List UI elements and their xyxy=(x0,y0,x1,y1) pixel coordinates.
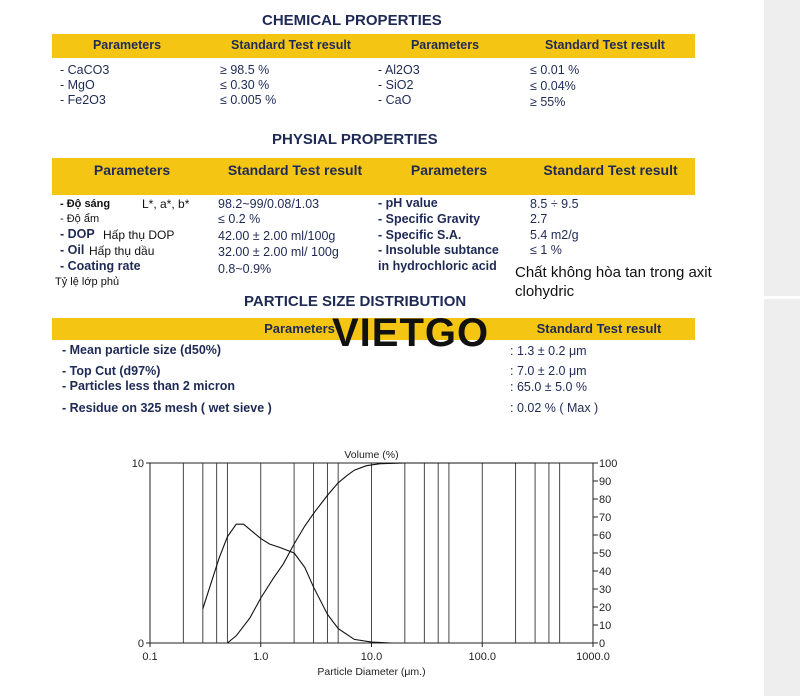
coating-label: - Coating rate xyxy=(60,259,141,273)
chemical-header-param-2: Parameters xyxy=(410,38,480,52)
x-axis-tick-label: 1000.0 xyxy=(576,651,610,663)
physical-right-param: - Specific Gravity xyxy=(378,212,481,226)
physical-right-value: 8.5 ÷ 9.5 xyxy=(530,197,579,211)
x-axis-tick-label: 10.0 xyxy=(360,651,383,663)
physical-right-value: ≤ 1 % xyxy=(530,243,562,257)
chemical-properties-title: CHEMICAL PROPERTIES xyxy=(262,12,442,29)
chemical-left-value: ≤ 0.005 % xyxy=(220,93,277,107)
particle-param: - Particles less than 2 micron xyxy=(62,379,235,393)
chart-title: Volume (%) xyxy=(344,449,399,461)
particle-param: - Residue on 325 mesh ( wet sieve ) xyxy=(62,401,272,415)
brightness-label: - Độ sáng xyxy=(60,198,111,210)
distribution-curve xyxy=(203,524,391,643)
particle-value: : 1.3 ± 0.2 μm xyxy=(510,344,587,358)
chemical-right-param: - Al2O3 xyxy=(378,63,420,77)
chemical-header-param-1: Parameters xyxy=(92,38,162,52)
physical-right-param: - Insoluble subtance xyxy=(378,243,499,257)
chemical-right-value: ≥ 55% xyxy=(530,95,566,109)
right-axis-tick-label: 70 xyxy=(599,512,612,524)
physical-header-band xyxy=(52,158,695,195)
oil-label: - Oil xyxy=(60,243,85,257)
physical-header-param-2: Parameters xyxy=(410,162,488,178)
physical-properties-title: PHYSIAL PROPERTIES xyxy=(272,131,438,148)
moisture-label: - Độ ẩm xyxy=(60,213,100,225)
physical-right-value: 2.7 xyxy=(530,212,548,226)
physical-left-value: 42.00 ± 2.00 ml/100g xyxy=(218,229,336,243)
chemical-left-param: - CaCO3 xyxy=(60,63,110,77)
x-axis-tick-label: 100.0 xyxy=(468,651,497,663)
physical-left-value: 32.00 ± 2.00 ml/ 100g xyxy=(218,245,339,259)
chemical-header-result-2: Standard Test result xyxy=(545,38,665,52)
chemical-header-result-1: Standard Test result xyxy=(231,38,351,52)
oil-vn-label: Hấp thụ dầu xyxy=(89,244,155,258)
right-axis-tick-label: 80 xyxy=(599,494,612,506)
physical-right-param: in hydrochloric acid xyxy=(378,259,497,273)
physical-right-param: - pH value xyxy=(378,196,438,210)
particle-header-param: Parameters xyxy=(264,321,335,336)
dop-label: - DOP xyxy=(60,227,95,241)
particle-value: : 7.0 ± 2.0 μm xyxy=(510,364,587,378)
right-axis-tick-label: 100 xyxy=(599,458,618,470)
chemical-right-param: - CaO xyxy=(378,93,412,107)
chemical-right-param: - SiO2 xyxy=(378,78,414,92)
chemical-header-band xyxy=(52,34,695,58)
physical-header-result-1: Standard Test result xyxy=(227,162,363,178)
insoluble-note: Chất không hòa tan trong axit clohydric xyxy=(515,264,712,300)
particle-value: : 0.02 % ( Max ) xyxy=(510,401,599,415)
cumulative-curve xyxy=(227,463,535,643)
particle-param: - Top Cut (d97%) xyxy=(62,364,161,378)
vietgo-watermark: VIETGO xyxy=(332,311,490,355)
x-axis-tick-label: 1.0 xyxy=(253,651,269,663)
physical-header-result-2: Standard Test result xyxy=(543,162,678,178)
particle-param: - Mean particle size (d50%) xyxy=(62,343,222,357)
right-margin-panel xyxy=(764,0,800,696)
particle-header-result: Standard Test result xyxy=(536,321,662,336)
right-axis-tick-label: 10 xyxy=(599,620,612,632)
right-axis-tick-label: 20 xyxy=(599,602,612,614)
chemical-left-value: ≥ 98.5 % xyxy=(220,63,270,77)
x-axis-label: Particle Diameter (μm.) xyxy=(317,666,426,678)
chemical-right-value: ≤ 0.01 % xyxy=(530,63,580,77)
physical-header-param-1: Parameters xyxy=(93,162,171,178)
physical-left-value: 0.8~0.9% xyxy=(218,262,272,276)
brightness-lab-label: L*, a*, b* xyxy=(142,197,190,211)
right-axis-tick-label: 30 xyxy=(599,584,612,596)
right-axis-tick-label: 40 xyxy=(599,566,612,578)
chemical-left-param: - Fe2O3 xyxy=(60,93,106,107)
physical-left-value: 98.2~99/0.08/1.03 xyxy=(218,197,320,211)
left-axis-tick-label: 0 xyxy=(137,638,144,650)
physical-left-value: ≤ 0.2 % xyxy=(218,212,261,226)
right-axis-tick-label: 50 xyxy=(599,548,612,560)
right-axis-tick-label: 90 xyxy=(599,476,612,488)
panel-divider xyxy=(764,296,800,299)
physical-right-param: - Specific S.A. xyxy=(378,228,462,242)
particle-size-chart xyxy=(0,440,764,696)
x-axis-tick-label: 0.1 xyxy=(142,651,158,663)
chemical-left-value: ≤ 0.30 % xyxy=(220,78,270,92)
dop-vn-label: Hấp thụ DOP xyxy=(103,228,175,242)
chemical-left-param: - MgO xyxy=(60,78,95,92)
coating-vn-label: Tỷ lệ lớp phủ xyxy=(55,276,120,288)
physical-right-value: 5.4 m2/g xyxy=(530,228,579,242)
chemical-right-value: ≤ 0.04% xyxy=(530,79,576,93)
right-axis-tick-label: 60 xyxy=(599,530,612,542)
right-axis-tick-label: 0 xyxy=(599,638,606,650)
particle-value: : 65.0 ± 5.0 % xyxy=(510,380,588,394)
left-axis-tick-label: 10 xyxy=(131,458,144,470)
particle-size-title: PARTICLE SIZE DISTRIBUTION xyxy=(244,293,467,310)
